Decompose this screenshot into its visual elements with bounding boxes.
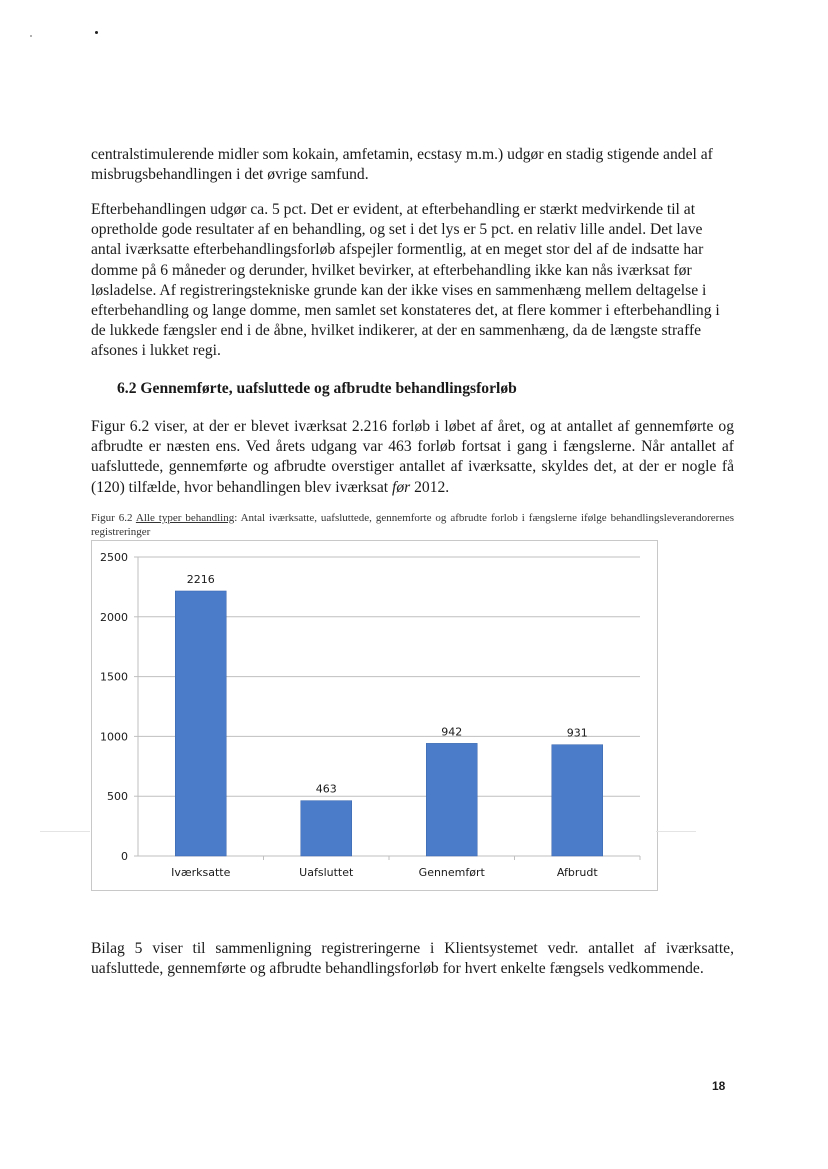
figure-caption [91,511,734,539]
bar-data-label: 463 [315,782,337,796]
page-number: 18 [712,1079,726,1093]
bar-data-label: 931 [566,726,588,740]
caption-text: : Antal iværksatte, uafsluttede, gennemforte og afbrudte forlob i fængslerne ifølge behandlingsleverandorernes registreringer [91,512,734,538]
scan-speck [95,31,98,34]
paragraph-italic-word: før [392,478,411,496]
y-tick-label: 2500 [100,551,128,564]
x-tick-label: Afbrudt [556,866,598,879]
bar [301,801,352,856]
scan-artifact-line [40,831,90,832]
section-heading: 6.2 Gennemførte, uafsluttede og afbrudte behandlingsforløb [117,380,517,397]
paragraph-figure-description [91,417,734,498]
caption-prefix: Figur 6.2 [91,512,133,524]
y-tick-label: 1500 [100,670,128,684]
y-tick-label: 2000 [100,610,128,624]
scan-artifact-line [656,831,696,832]
bar [175,591,226,856]
paragraph-intro: centralstimulerende midler som kokain, amfetamin, ecstasy m.m.) udgør en stadig stigende andel af misbrugsbehandlingen i det øvrige samfund. [91,146,713,184]
paragraph-efterbehandling: Efterbehandlingen udgør ca. 5 pct. Det er evident, at efterbehandling er stærkt medvirkende til at opretholde gode resultater af en behandling, og set i det lys er 5 pct. en relativ lille andel. Det lave antal iværksatte efterbehandlingsforløb afspejler formentlig, at en meget stor del af de indsatte har domme på 6 måneder og derunder, hvilket bevirker, at efterbehandling ikke kan nås iværksat før løsladelse. Af registreringstekniske grunde kan der ikke vises en sammenhæng mellem deltagelse i efterbehandling og lange domme, men samlet set konstateres det, at flere kommer i efterbehandling i de lukkede fængsler end i de åbne, hvilket indikerer, at der en sammenhæng, da de længste straffe afsones i lukket regi. [91,201,720,360]
paragraph-bilag: Bilag 5 viser til sammenligning registreringerne i Klientsystemet vedr. antallet af iværksatte, uafsluttede, gennemførte og afbrudte behandlingsforløb for hvert enkelte fængsels vedkommende. [91,940,734,978]
x-tick-label: Uafsluttet [299,866,354,879]
paragraph-text: Figur 6.2 viser, at der er blevet iværksat 2.216 forløb i løbet af året, og at antallet af gennemførte og afbrudte er næsten ens. Ved årets udgang var 463 forløb fortsat i gang i fængslerne. Når antallet af uafsluttede, gennemførte og afbrudte overstiger antallet af iværksatte, skyldes det, at der er nogle få (120) tilfælde, hvor behandlingen blev iværksat [91,418,734,496]
y-tick-label: 500 [107,790,128,804]
bar-chart-svg [92,541,657,890]
x-tick-label: Iværksatte [171,866,231,879]
paragraph-text-end: 2012. [414,478,450,496]
scan-speck [30,35,32,37]
bar [426,743,477,856]
bar-data-label: 942 [441,725,463,739]
bar-chart [91,540,658,891]
y-tick-label: 0 [121,850,128,863]
y-tick-label: 1000 [100,730,128,744]
bar [552,745,603,856]
x-tick-label: Gennemført [418,866,485,879]
caption-underlined: Alle typer behandling [135,512,235,524]
bar-data-label: 2216 [186,572,215,586]
